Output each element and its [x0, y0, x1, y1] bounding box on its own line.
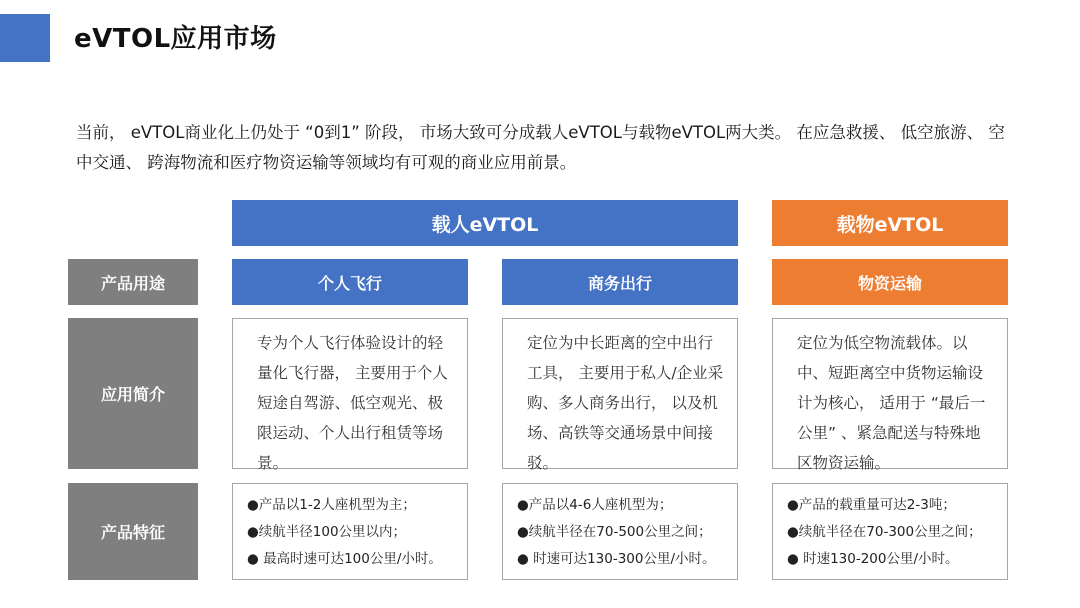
description-cell-personal-flight: 专为个人飞行体验设计的轻量化飞行器， 主要用于个人短途自驾游、低空观光、极限运动、个人出行租赁等场景。: [232, 318, 468, 469]
usage-header-cargo-transport: 物资运输: [772, 259, 1008, 305]
title-accent-block: [0, 14, 50, 62]
feature-item: ●产品的载重量可达2-3吨；: [787, 497, 956, 513]
feature-item: ● 时速130-200公里/小时。: [787, 551, 959, 567]
feature-item: ● 最高时速可达100公里/小时。: [247, 551, 442, 567]
usage-header-business-travel: 商务出行: [502, 259, 738, 305]
row-label-intro: 应用简介: [68, 318, 198, 469]
features-cell-business-travel: [502, 483, 738, 580]
row-label-features: 产品特征: [68, 483, 198, 580]
feature-item: ●续航半径在70-500公里之间；: [517, 524, 712, 540]
feature-item: ●产品以4-6人座机型为；: [517, 497, 673, 513]
page-title: eVTOL应用市场: [74, 24, 277, 54]
feature-item: ●产品以1-2人座机型为主；: [247, 497, 416, 513]
description-cell-business-travel: 定位为中长距离的空中出行工具， 主要用于私人/企业采购、多人商务出行， 以及机场、高铁等交通场景中间接驳。: [502, 318, 738, 469]
group-header-manned: 载人eVTOL: [232, 200, 738, 246]
row-label-usage: 产品用途: [68, 259, 198, 305]
feature-item: ●续航半径在70-300公里之间；: [787, 524, 982, 540]
usage-header-personal-flight: 个人飞行: [232, 259, 468, 305]
description-cell-cargo-transport: 定位为低空物流载体。以中、短距离空中货物运输设计为核心， 适用于 “最后一公里” 、紧急配送与特殊地区物资运输。: [772, 318, 1008, 469]
group-header-cargo: 载物eVTOL: [772, 200, 1008, 246]
features-cell-personal-flight: [232, 483, 468, 580]
features-cell-cargo-transport: [772, 483, 1008, 580]
feature-item: ●续航半径100公里以内；: [247, 524, 407, 540]
feature-item: ● 时速可达130-300公里/小时。: [517, 551, 716, 567]
intro-paragraph: 当前， eVTOL商业化上仍处于 “0到1” 阶段， 市场大致可分成载人eVTOL与载物eVTOL两大类。 在应急救援、 低空旅游、 空中交通、 跨海物流和医疗物资运输等领域均有可观的商业应用前景。: [76, 123, 1005, 172]
